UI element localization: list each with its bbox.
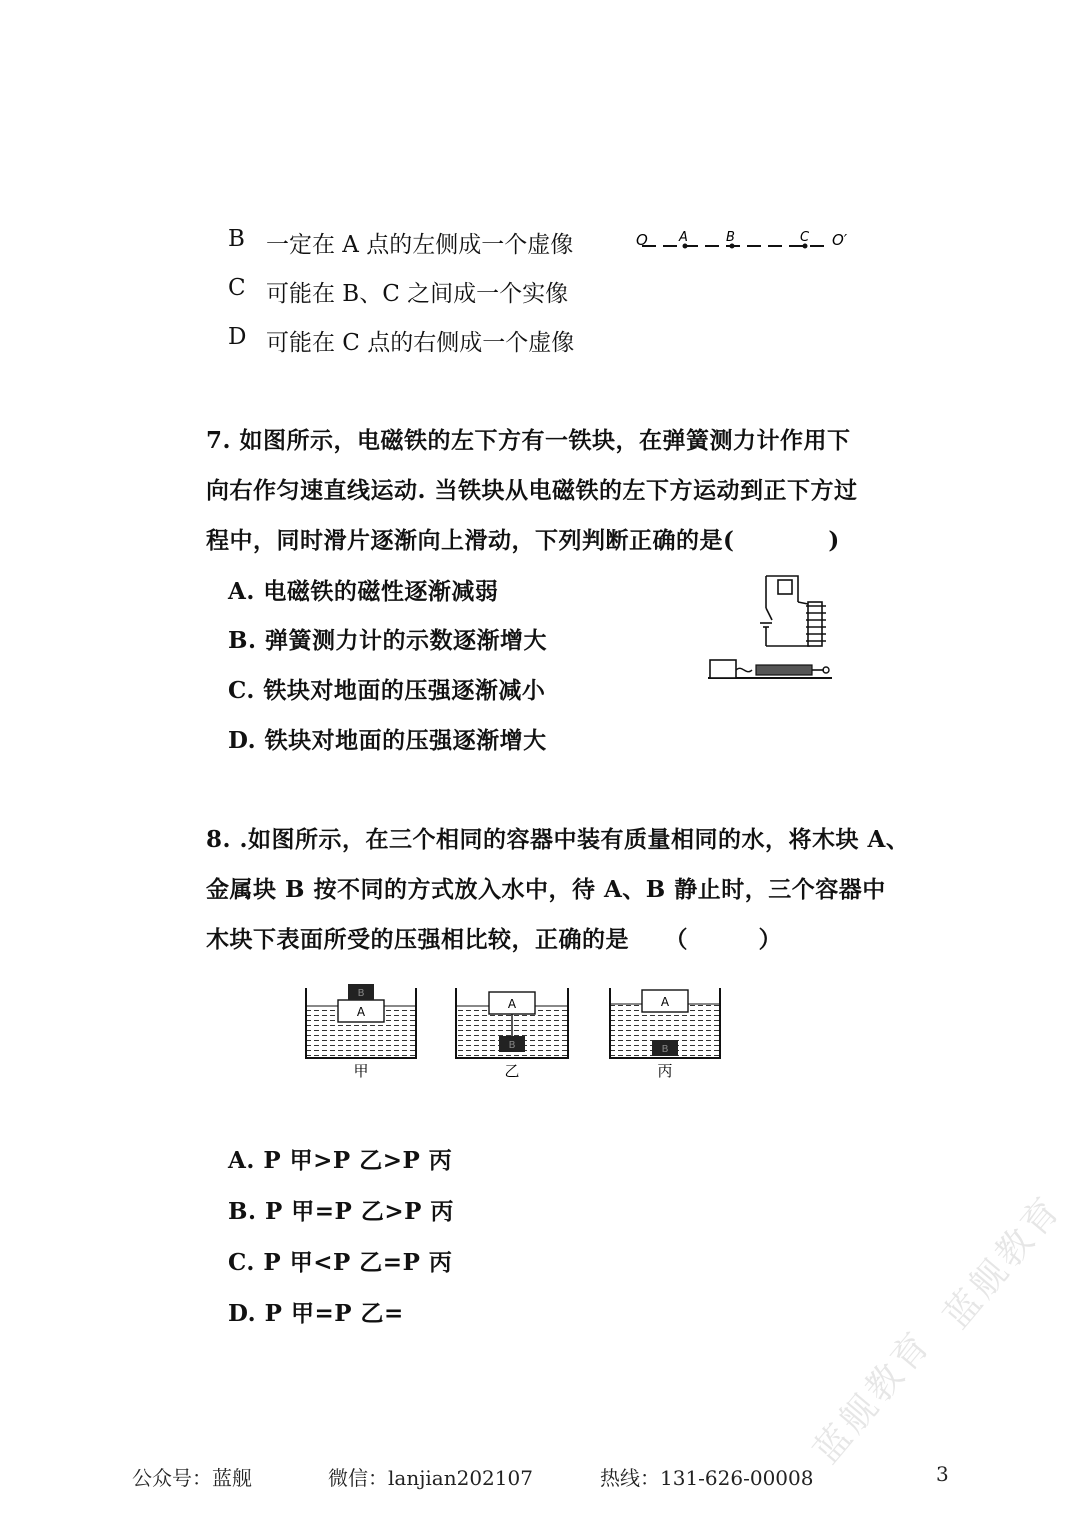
watermark-text-2: 蓝舰教育 bbox=[936, 1187, 1071, 1337]
q7-option: D. 铁块对地面的压强逐渐增大 bbox=[228, 727, 547, 754]
axis-label-a: A bbox=[679, 230, 688, 245]
q8-stem-line: 木块下表面所受的压强相比较，正确的是 （ ） bbox=[206, 926, 782, 953]
container-caption: 甲 bbox=[353, 1062, 369, 1080]
q7-option: A. 电磁铁的磁性逐渐减弱 bbox=[228, 578, 499, 605]
optical-axis-diagram bbox=[630, 222, 860, 256]
q8-option: C. P 甲<P 乙=P 丙 bbox=[228, 1249, 453, 1276]
q7-stem-line: 7. 如图所示，电磁铁的左下方有一铁块，在弹簧测力计作用下 bbox=[206, 427, 851, 454]
page-number: 3 bbox=[936, 1462, 949, 1486]
container-jia bbox=[306, 984, 416, 1080]
axis-label-o-prime: O′ bbox=[832, 231, 848, 249]
q8-option: D. P 甲=P 乙= bbox=[228, 1300, 404, 1327]
q6-option-text: 一定在 A 点的左侧成一个虚像 bbox=[266, 232, 574, 258]
block-a-label: A bbox=[507, 997, 517, 1011]
block-b-label: B bbox=[661, 1044, 669, 1055]
q7-stem-line: 程中，同时滑片逐渐向上滑动，下列判断正确的是( ) bbox=[206, 527, 840, 554]
electromagnet-circuit-diagram bbox=[702, 568, 838, 688]
block-a-label: A bbox=[660, 995, 670, 1009]
q8-option: A. P 甲>P 乙>P 丙 bbox=[228, 1147, 453, 1174]
q6-option-text: 可能在 C 点的右侧成一个虚像 bbox=[266, 330, 575, 356]
block-b-label: B bbox=[508, 1040, 516, 1051]
q8-option: B. P 甲=P 乙>P 丙 bbox=[228, 1198, 454, 1225]
axis-label-b: B bbox=[726, 230, 735, 245]
q8-stem-line: 金属块 B 按不同的方式放入水中，待 A、B 静止时，三个容器中 bbox=[206, 876, 886, 903]
block-a-label: A bbox=[356, 1005, 366, 1019]
container-caption: 乙 bbox=[504, 1062, 520, 1080]
q6-option-letter: D bbox=[228, 324, 247, 350]
container-yi bbox=[456, 988, 568, 1080]
three-containers-diagram bbox=[290, 978, 740, 1082]
block-b-label: B bbox=[357, 988, 365, 999]
container-caption: 丙 bbox=[657, 1062, 673, 1080]
axis-label-o: O bbox=[636, 231, 648, 249]
q8-stem-line: 8. .如图所示，在三个相同的容器中装有质量相同的水，将木块 A、 bbox=[206, 826, 910, 853]
footer-wechat: 微信：lanjian202107 bbox=[328, 1466, 533, 1490]
q6-option-letter: C bbox=[228, 275, 246, 301]
axis-label-c: C bbox=[800, 230, 810, 245]
q6-option-letter: B bbox=[228, 226, 245, 252]
q6-option-text: 可能在 B、C 之间成一个实像 bbox=[266, 281, 569, 307]
q7-option: B. 弹簧测力计的示数逐渐增大 bbox=[228, 627, 547, 654]
container-bing bbox=[610, 988, 720, 1080]
q7-option: C. 铁块对地面的压强逐渐减小 bbox=[228, 677, 546, 704]
footer-account: 公众号：蓝舰 bbox=[132, 1466, 252, 1490]
footer-hotline: 热线：131-626-00008 bbox=[600, 1466, 814, 1490]
q7-stem-line: 向右作匀速直线运动. 当铁块从电磁铁的左下方运动到正下方过 bbox=[206, 477, 858, 504]
watermark-text-1: 蓝舰教育 bbox=[806, 1322, 941, 1472]
